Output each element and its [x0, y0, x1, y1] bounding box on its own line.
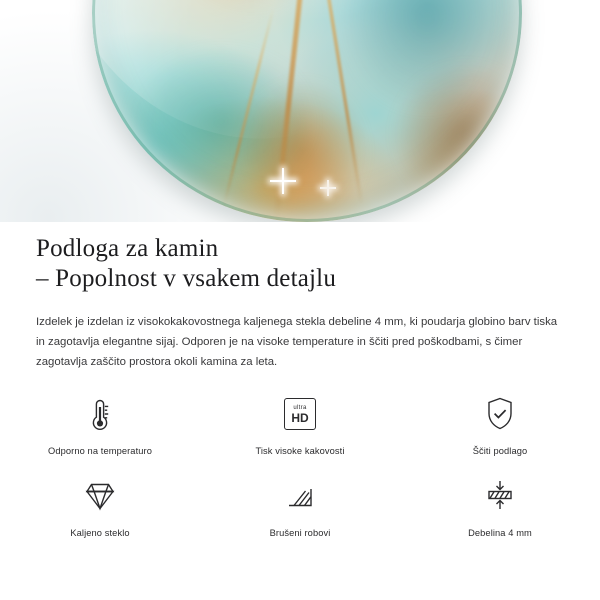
ultra-hd-icon	[284, 392, 316, 436]
feature-label: Brušeni robovi	[269, 528, 331, 538]
page-title	[0, 222, 600, 294]
feature-item-temperature	[0, 392, 200, 456]
feature-label: Tisk visoke kakovosti	[255, 446, 345, 456]
diamond-icon	[79, 474, 121, 518]
ultra-hd-badge	[284, 398, 316, 430]
feature-item-surface-protection	[400, 392, 600, 456]
ultra-hd-badge-top: ultra	[293, 404, 307, 411]
feature-item-print-quality	[200, 392, 400, 456]
page-title-line1: Podloga za kamin	[36, 235, 219, 262]
thickness-arrows-icon	[480, 474, 520, 518]
glass-disc-wrapper	[92, 0, 522, 222]
feature-item-thickness	[400, 474, 600, 538]
feature-label: Ščiti podlago	[472, 446, 528, 456]
feature-label: Debelina 4 mm	[468, 528, 532, 538]
hero-image	[0, 0, 600, 222]
description-paragraph: Izdelek je izdelan iz visokokakovostnega kaljenega stekla debeline 4 mm, ki poudarja globino barv tiska in zagotavlja elegantne sijaj. Odporen je na visoke temperature in ščiti pred poškodbami, s čimer zagotavlja zaščito prostora okoli kamina za leta.	[36, 316, 558, 368]
thermometer-icon	[81, 392, 119, 436]
content-block	[0, 222, 600, 372]
ultra-hd-badge-bottom: HD	[291, 410, 309, 425]
feature-label: Kaljeno steklo	[70, 528, 130, 538]
feature-grid	[0, 392, 600, 538]
page-title-line2: – Popolnost v vsakem detajlu	[36, 265, 337, 292]
glass-disc	[92, 0, 522, 222]
polished-edges-icon	[280, 474, 320, 518]
feature-item-tempered-glass	[0, 474, 200, 538]
feature-item-polished-edges	[200, 474, 400, 538]
feature-label: Odporno na temperaturo	[47, 446, 152, 456]
shield-check-icon	[481, 392, 519, 436]
